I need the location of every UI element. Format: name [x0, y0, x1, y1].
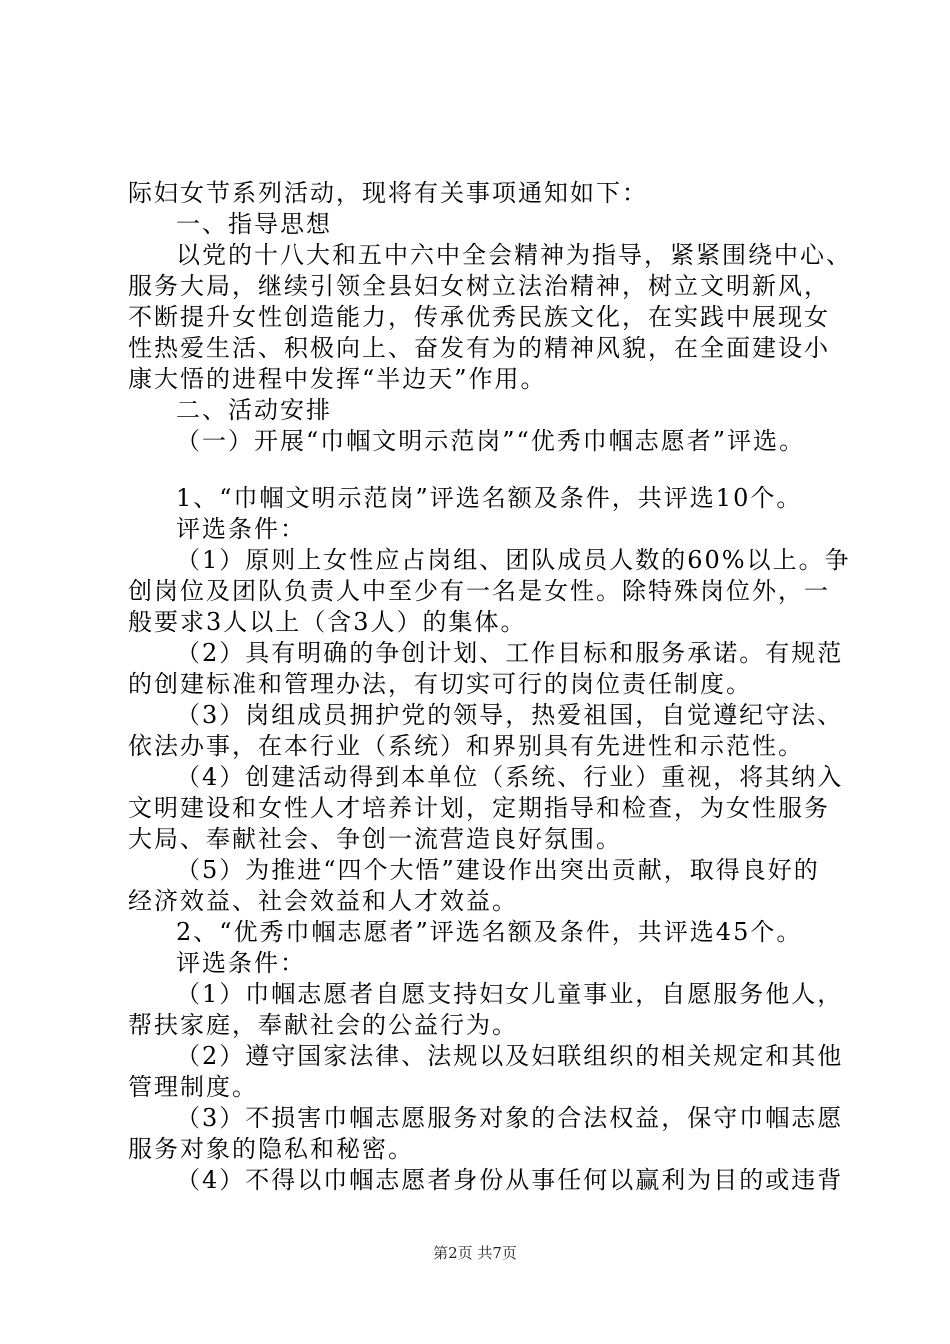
text-line: 以党的十八大和五中六中全会精神为指导，紧紧围绕中心、 — [176, 241, 852, 269]
section-heading: 一、指导思想 — [176, 210, 332, 238]
text-line: （3）不损害巾帼志愿服务对象的合法权益，保守巾帼志愿 — [176, 1104, 844, 1132]
text-line: 服务对象的隐私和秘密。 — [128, 1135, 414, 1163]
text-line: 1、“巾帼文明示范岗”评选名额及条件，共评选10个。 — [176, 484, 803, 512]
text-line: （1）原则上女性应占岗组、团队成员人数的60%以上。争 — [176, 546, 851, 574]
section-heading: 二、活动安排 — [176, 396, 332, 424]
document-body — [128, 178, 852, 1196]
text-line: 经济效益、社会效益和人才效益。 — [128, 887, 518, 915]
text-line: 康大悟的进程中发挥“半边天”作用。 — [128, 365, 547, 393]
text-line: 创岗位及团队负责人中至少有一名是女性。除特殊岗位外，一 — [128, 577, 830, 605]
text-line: 2、“优秀巾帼志愿者”评选名额及条件，共评选45个。 — [176, 918, 803, 946]
text-line: 评选条件： — [176, 949, 306, 977]
subsection-heading: （一）开展“巾帼文明示范岗”“优秀巾帼志愿者”评选。 — [176, 427, 806, 455]
text-line: 际妇女节系列活动，现将有关事项通知如下： — [128, 179, 648, 207]
text-line: （1）巾帼志愿者自愿支持妇女儿童事业，自愿服务他人， — [176, 980, 844, 1008]
text-line: 文明建设和女性人才培养计划，定期指导和检查，为女性服务 — [128, 794, 830, 822]
text-line: （3）岗组成员拥护党的领导，热爱祖国，自觉遵纪守法、 — [176, 701, 844, 729]
text-line: 管理制度。 — [128, 1073, 258, 1101]
text-line: 依法办事，在本行业（系统）和界别具有先进性和示范性。 — [128, 732, 804, 760]
page-number-footer: 第2页 共7页 — [433, 1244, 517, 1262]
text-line: 性热爱生活、积极向上、奋发有为的精神风貌，在全面建设小 — [128, 334, 830, 362]
text-line: 大局、奉献社会、争创一流营造良好氛围。 — [128, 825, 622, 853]
text-line: 不断提升女性创造能力，传承优秀民族文化，在实践中展现女 — [128, 303, 830, 331]
text-line: （4）创建活动得到本单位（系统、行业）重视，将其纳入 — [176, 763, 844, 791]
text-line: 帮扶家庭，奉献社会的公益行为。 — [128, 1011, 518, 1039]
text-line: 评选条件： — [176, 515, 306, 543]
text-line: 的创建标准和管理办法，有切实可行的岗位责任制度。 — [128, 670, 752, 698]
text-line: （4）不得以巾帼志愿者身份从事任何以赢利为目的或违背 — [176, 1166, 844, 1194]
text-line: 般要求3人以上（含3人）的集体。 — [128, 608, 527, 636]
text-line: （2）具有明确的争创计划、工作目标和服务承诺。有规范 — [176, 639, 844, 667]
text-line: （5）为推进“四个大悟”建设作出突出贡献，取得良好的 — [176, 856, 820, 884]
text-line: （2）遵守国家法律、法规以及妇联组织的相关规定和其他 — [176, 1042, 844, 1070]
text-line: 服务大局，继续引领全县妇女树立法治精神，树立文明新风， — [128, 272, 830, 300]
